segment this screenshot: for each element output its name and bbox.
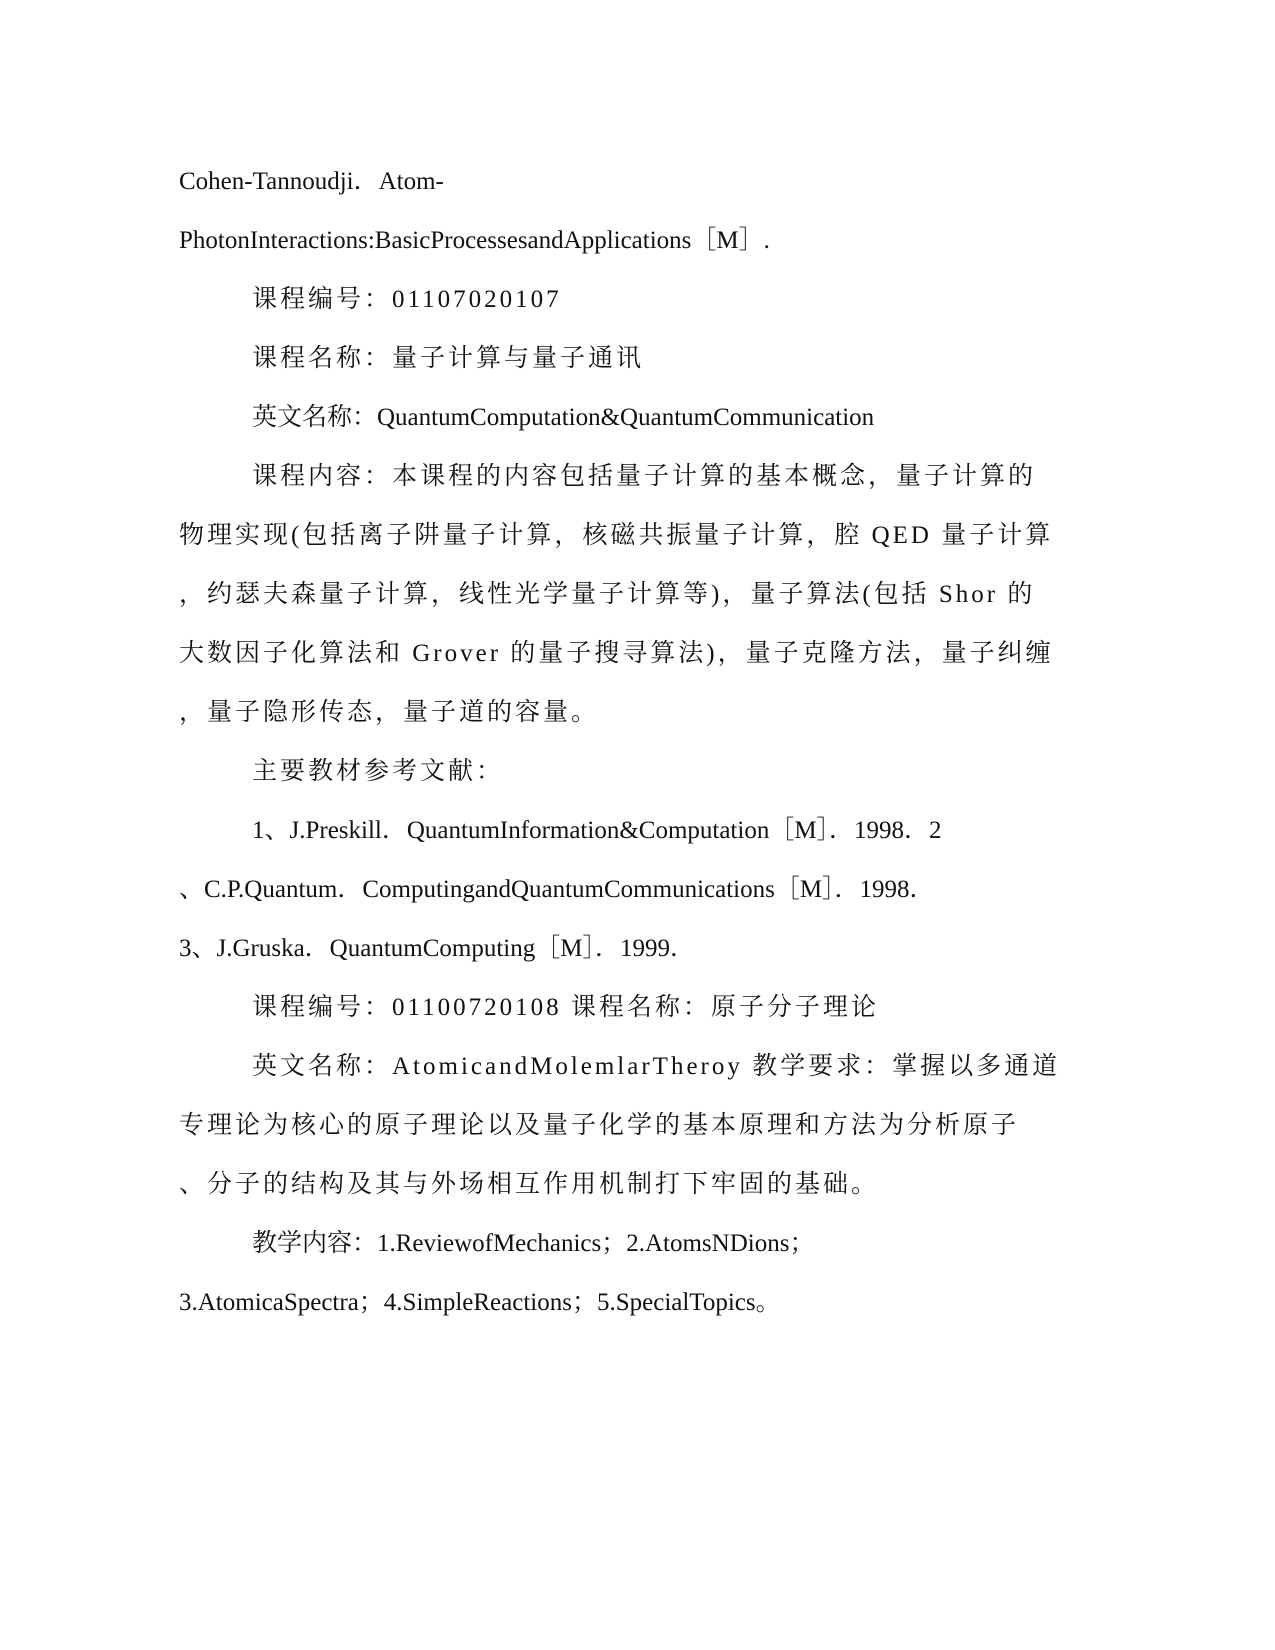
english-name: 英文名称：QuantumComputation&QuantumCommunication (252, 404, 875, 431)
teaching-requirement-line: 专理论为核心的原子理论以及量子化学的基本原理和方法为分析原子 (179, 1112, 1020, 1139)
reference-item: 、C.P.Quantum．ComputingandQuantumCommunications［M］．1998． (179, 876, 935, 903)
references-heading: 主要教材参考文献： (252, 758, 505, 785)
teaching-content-line: 3.AtomicaSpectra；4.SimpleReactions；5.SpecialTopics。 (179, 1289, 781, 1316)
course-content: 课程内容：本课程的内容包括量子计算的基本概念，量子计算的 (252, 463, 1037, 490)
course-content-line: 大数因子化算法和 Grover 的量子搜寻算法)，量子克隆方法，量子纠缠 (179, 640, 1054, 667)
reference-line-title: PhotonInteractions:BasicProcessesandApplications［M］. (179, 227, 770, 254)
reference-item: 1、J.Preskill．QuantumInformation&Computation［M］．1998．2 (252, 817, 942, 844)
teaching-requirement-line: 、分子的结构及其与外场相互作用机制打下牢固的基础。 (179, 1171, 880, 1198)
course-content-line: 物理实现(包括离子阱量子计算，核磁共振量子计算，腔 QED 量子计算 (179, 522, 1054, 549)
reference-item: 3、J.Gruska．QuantumComputing［M］．1999． (179, 935, 695, 962)
reference-line-author: Cohen-Tannoudji．Atom- (179, 168, 444, 195)
document-page (179, 162, 1061, 1342)
course-number-2: 课程编号：01100720108 课程名称：原子分子理论 (252, 994, 879, 1021)
course-content-line: ，量子隐形传态，量子道的容量。 (179, 699, 600, 726)
course-number: 课程编号：01107020107 (252, 286, 562, 313)
course-content-line: ，约瑟夫森量子计算，线性光学量子计算等)，量子算法(包括 Shor 的 (179, 581, 1036, 608)
course-name: 课程名称：量子计算与量子通讯 (252, 345, 645, 372)
english-name-2: 英文名称：AtomicandMolemlarTheroy 教学要求：掌握以多通道 (252, 1053, 1061, 1080)
teaching-content: 教学内容：1.ReviewofMechanics；2.AtomsNDions； (252, 1230, 815, 1257)
